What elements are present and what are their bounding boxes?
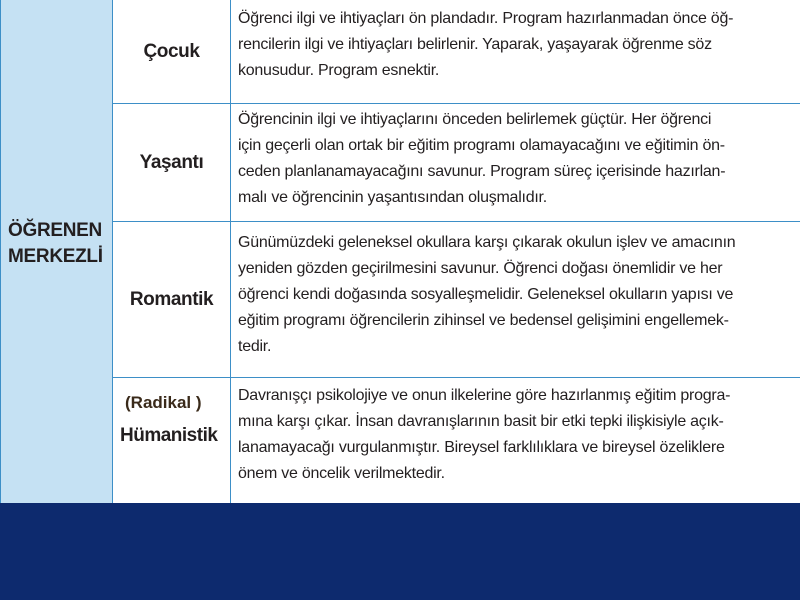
table-row-romantik	[113, 222, 800, 378]
description-line: eğitim programı öğrencilerin zihinsel ve bedensel gelişimini engellemek-	[238, 312, 729, 329]
row-name-cell	[113, 0, 231, 103]
description-line: malı ve öğrencinin yaşantısından oluşmalıdır.	[238, 189, 547, 206]
description-line: konusudur. Program esnektir.	[238, 62, 440, 79]
description-line: için geçerli olan ortak bir eğitim programı olamayacağını ve eğitimin ön-	[238, 137, 725, 154]
row-name-humanistik: Hümanistik	[120, 425, 218, 446]
category-cell	[0, 0, 113, 503]
row-name-cell	[113, 222, 231, 377]
row-name-cell	[113, 378, 231, 503]
table-row-yasanti	[113, 104, 800, 222]
description-line: öğrenci kendi doğasında sosyalleşmelidir. Geleneksel okulların yapısı ve	[238, 286, 734, 303]
description-line: önem ve öncelik verilmektedir.	[238, 465, 445, 482]
description-line: yeniden gözden geçirilmesini savunur. Öğrenci doğası önemlidir ve her	[238, 260, 723, 277]
row-name-cell	[113, 104, 231, 221]
row-name-romantik: Romantik	[129, 288, 214, 310]
row-description-cocuk	[238, 6, 794, 84]
description-line: tedir.	[238, 338, 272, 355]
description-line: ceden planlanamayacağını savunur. Program süreç içerisinde hazırlan-	[238, 163, 726, 180]
bottom-band	[0, 503, 800, 600]
category-label: ÖĞRENEN MERKEZLİ	[8, 220, 103, 267]
description-line: Davranışçı psikolojiye ve onun ilkelerine göre hazırlanmış eğitim progra-	[238, 387, 731, 404]
row-description-yasanti	[238, 107, 794, 211]
row-name-cocuk: Çocuk	[143, 40, 200, 62]
description-line: lanamayacağı vurgulanmıştır. Bireysel farklılıklara ve bireysel özeliklere	[238, 439, 725, 456]
radikal-note: (Radikal )	[125, 393, 202, 412]
row-name-yasanti: Yaşantı	[139, 151, 204, 173]
table-row-humanistik	[113, 378, 800, 503]
description-line: rencilerin ilgi ve ihtiyaçları belirlenir. Yaparak, yaşayarak öğrenme söz	[238, 36, 712, 53]
description-line: Öğrencinin ilgi ve ihtiyaçlarını önceden belirlemek güçtür. Her öğrenci	[238, 111, 712, 128]
row-description-romantik	[238, 230, 794, 360]
table-row-cocuk	[113, 0, 800, 104]
description-line: mına karşı çıkar. İnsan davranışlarının basit bir etki tepki ilişkisiyle açık-	[238, 413, 724, 430]
row-description-humanistik	[238, 383, 794, 487]
description-line: Günümüzdeki geleneksel okullara karşı çıkarak okulun işlev ve amacının	[238, 234, 736, 251]
description-line: Öğrenci ilgi ve ihtiyaçları ön plandadır. Program hazırlanmadan önce öğ-	[238, 10, 734, 27]
